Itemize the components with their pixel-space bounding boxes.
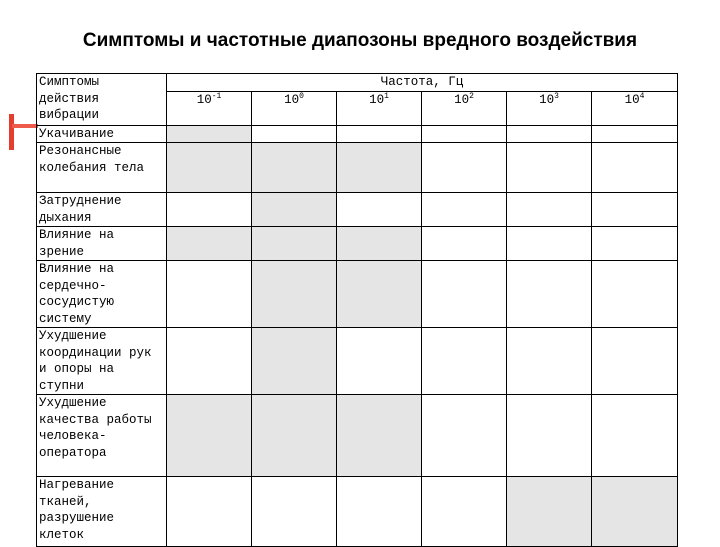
frequency-range-cell	[252, 125, 337, 143]
symptom-label: Затруднение дыхания	[37, 193, 167, 227]
frequency-range-cell-shaded	[337, 261, 422, 328]
decorative-accent-stripe	[12, 124, 38, 128]
frequency-range-cell-shaded	[167, 125, 252, 143]
frequency-range-cell	[507, 193, 592, 227]
frequency-range-cell-shaded	[592, 477, 678, 547]
table-row	[37, 477, 678, 547]
symptoms-column-header: Симптомы действия вибрации	[37, 74, 167, 126]
table-row	[37, 395, 678, 477]
frequency-range-cell	[507, 143, 592, 193]
frequency-range-cell	[337, 125, 422, 143]
frequency-range-cell-shaded	[252, 395, 337, 477]
frequency-range-cell-shaded	[337, 227, 422, 261]
table-row	[37, 193, 678, 227]
frequency-range-cell	[422, 477, 507, 547]
frequency-range-cell	[337, 328, 422, 395]
frequency-base: 10	[369, 92, 385, 107]
frequency-range-cell	[337, 193, 422, 227]
frequency-exponent: 2	[469, 91, 474, 101]
frequency-column-header	[167, 91, 252, 125]
frequency-range-cell	[337, 477, 422, 547]
frequency-base: 10	[539, 92, 555, 107]
frequency-range-cell	[167, 193, 252, 227]
frequency-exponent: -1	[211, 91, 222, 101]
frequency-range-cell-shaded	[252, 227, 337, 261]
frequency-range-cell	[422, 261, 507, 328]
frequency-range-cell	[422, 193, 507, 227]
frequency-range-cell	[592, 143, 678, 193]
frequency-range-cell	[422, 328, 507, 395]
table-row	[37, 227, 678, 261]
frequency-range-cell-shaded	[252, 328, 337, 395]
symptoms-frequency-table-container	[36, 73, 678, 542]
frequency-exponent: 3	[554, 91, 559, 101]
frequency-range-cell	[507, 125, 592, 143]
table-row	[37, 328, 678, 395]
frequency-range-cell	[507, 328, 592, 395]
frequency-range-cell-shaded	[167, 227, 252, 261]
symptom-label: Нагревание тканей, разрушение клеток	[37, 477, 167, 547]
frequency-range-cell	[592, 328, 678, 395]
frequency-range-cell	[167, 328, 252, 395]
frequency-base: 10	[454, 92, 470, 107]
frequency-range-cell-shaded	[337, 143, 422, 193]
frequency-range-cell	[252, 477, 337, 547]
table-row	[37, 125, 678, 143]
frequency-range-cell-shaded	[252, 261, 337, 328]
symptom-label: Влияние на сердечно-сосудистую систему	[37, 261, 167, 328]
decorative-accent-bar	[9, 114, 14, 150]
frequency-range-cell-shaded	[507, 477, 592, 547]
frequency-range-cell	[507, 395, 592, 477]
table-row	[37, 261, 678, 328]
frequency-column-header	[507, 91, 592, 125]
frequency-range-cell	[507, 261, 592, 328]
frequency-column-header	[252, 91, 337, 125]
frequency-base: 10	[624, 92, 640, 107]
frequency-base: 10	[196, 92, 212, 107]
frequency-range-cell	[422, 227, 507, 261]
frequency-range-cell-shaded	[337, 395, 422, 477]
frequency-range-cell	[422, 395, 507, 477]
frequency-range-cell	[167, 261, 252, 328]
frequency-header: Частота, Гц	[167, 74, 678, 92]
symptom-label: Резонансные колебания тела	[37, 143, 167, 193]
frequency-range-cell	[422, 125, 507, 143]
frequency-column-header	[337, 91, 422, 125]
frequency-range-cell	[592, 125, 678, 143]
frequency-exponent: 4	[639, 91, 645, 101]
frequency-range-cell-shaded	[167, 395, 252, 477]
frequency-exponent: 1	[384, 91, 389, 101]
frequency-range-cell	[592, 395, 678, 477]
frequency-range-cell	[507, 227, 592, 261]
frequency-range-cell	[592, 227, 678, 261]
frequency-range-cell	[167, 477, 252, 547]
slide-title: Симптомы и частотные диапозоны вредного воздействия	[82, 30, 638, 51]
frequency-column-header	[592, 91, 678, 125]
frequency-range-cell-shaded	[252, 193, 337, 227]
symptom-label: Ухудшение качества работы человека-оператора	[37, 395, 167, 477]
frequency-range-cell	[422, 143, 507, 193]
frequency-range-cell	[592, 261, 678, 328]
frequency-range-cell-shaded	[167, 143, 252, 193]
table-row	[37, 143, 678, 193]
frequency-exponent: 0	[299, 91, 304, 101]
symptom-label: Влияние на зрение	[37, 227, 167, 261]
frequency-range-cell	[592, 193, 678, 227]
frequency-base: 10	[284, 92, 300, 107]
frequency-range-cell-shaded	[252, 143, 337, 193]
symptoms-frequency-table	[36, 73, 678, 547]
symptom-label: Ухудшение координации рук и опоры на ступни	[37, 328, 167, 395]
symptom-label: Укачивание	[37, 125, 167, 143]
frequency-column-header	[422, 91, 507, 125]
